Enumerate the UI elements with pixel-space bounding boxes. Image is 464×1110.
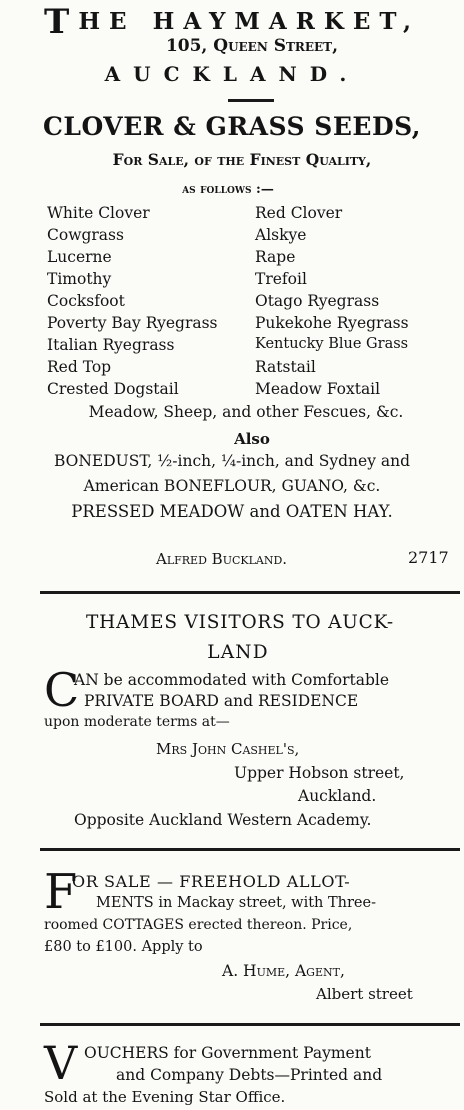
list-item: Italian Ryegrass: [47, 336, 175, 354]
dropcap-v: V: [44, 1036, 78, 1090]
list-item: Cocksfoot: [47, 292, 125, 310]
list-item: Alskye: [255, 226, 307, 244]
dropcap-c: C: [44, 663, 80, 717]
host-name: Mrs John Cashel's,: [156, 740, 300, 758]
ad-number: 2717: [408, 548, 449, 567]
section-divider: [40, 1023, 460, 1026]
agent-street: Albert street: [316, 985, 413, 1003]
haymarket-city: AUCKLAND.: [104, 62, 360, 86]
list-item: Kentucky Blue Grass: [255, 336, 409, 352]
host-street: Upper Hobson street,: [234, 764, 405, 782]
short-rule: [228, 99, 274, 102]
fescues-line: Meadow, Sheep, and other Fescues, &c.: [88, 403, 404, 421]
list-item: Pukekohe Ryegrass: [255, 314, 409, 332]
list-item: Meadow Foxtail: [255, 380, 381, 398]
sale-line1: OR SALE — FREEHOLD ALLOT-: [72, 872, 351, 891]
title-rest: HE HAYMARKET,: [78, 8, 420, 35]
voucher-line2: and Company Debts—Printed and: [116, 1066, 383, 1084]
list-item: Cowgrass: [47, 226, 124, 244]
agent-name: A. Hume, Agent,: [222, 962, 345, 980]
list-item: Red Top: [47, 358, 112, 376]
list-item: Otago Ryegrass: [255, 292, 380, 310]
bonedust-line: BONEDUST, ½-inch, ¼-inch, and Sydney and: [53, 452, 411, 470]
also-line: Also: [234, 430, 270, 448]
section-divider: [40, 591, 460, 594]
host-city: Auckland.: [298, 787, 377, 805]
list-item: Ratstail: [255, 358, 316, 376]
list-item: Lucerne: [47, 248, 112, 266]
dropcap-f: F: [44, 864, 78, 920]
list-item: Trefoil: [255, 270, 307, 288]
voucher-line3: Sold at the Evening Star Office.: [44, 1088, 286, 1106]
section-divider: [40, 848, 460, 851]
signature: Alfred Buckland.: [156, 550, 288, 568]
thames-title-line2: LAND: [207, 642, 269, 663]
list-item: Rape: [255, 248, 296, 266]
list-item: Red Clover: [255, 204, 343, 222]
list-item: Poverty Bay Ryegrass: [47, 314, 218, 332]
seeds-subheading: For Sale, of the Finest Quality,: [112, 150, 372, 169]
thames-line1: AN be accommodated with Comfortable: [74, 671, 390, 689]
list-item: White Clover: [47, 204, 150, 222]
list-item: Timothy: [47, 270, 112, 288]
boneflour-line: American BONEFLOUR, GUANO, &c.: [83, 477, 381, 495]
as-follows: as follows :—: [182, 182, 274, 197]
seeds-heading: CLOVER & GRASS SEEDS,: [42, 112, 422, 141]
thames-line2: PRIVATE BOARD and RESIDENCE: [84, 692, 359, 710]
title-initial: T: [44, 2, 79, 42]
list-item: Crested Dogstail: [47, 380, 179, 398]
sale-line2: MENTS in Mackay street, with Three-: [96, 895, 376, 911]
thames-line3: upon moderate terms at—: [44, 714, 230, 730]
opposite-line: Opposite Auckland Western Academy.: [74, 811, 372, 829]
voucher-line1: OUCHERS for Government Payment: [84, 1044, 371, 1062]
sale-line3: roomed COTTAGES erected thereon. Price,: [44, 917, 353, 933]
thames-title-line1: THAMES VISITORS TO AUCK-: [86, 612, 394, 633]
hay-line: PRESSED MEADOW and OATEN HAY.: [71, 502, 393, 521]
haymarket-address: 105, Queen Street,: [165, 36, 339, 56]
sale-line4: £80 to £100. Apply to: [44, 939, 203, 955]
